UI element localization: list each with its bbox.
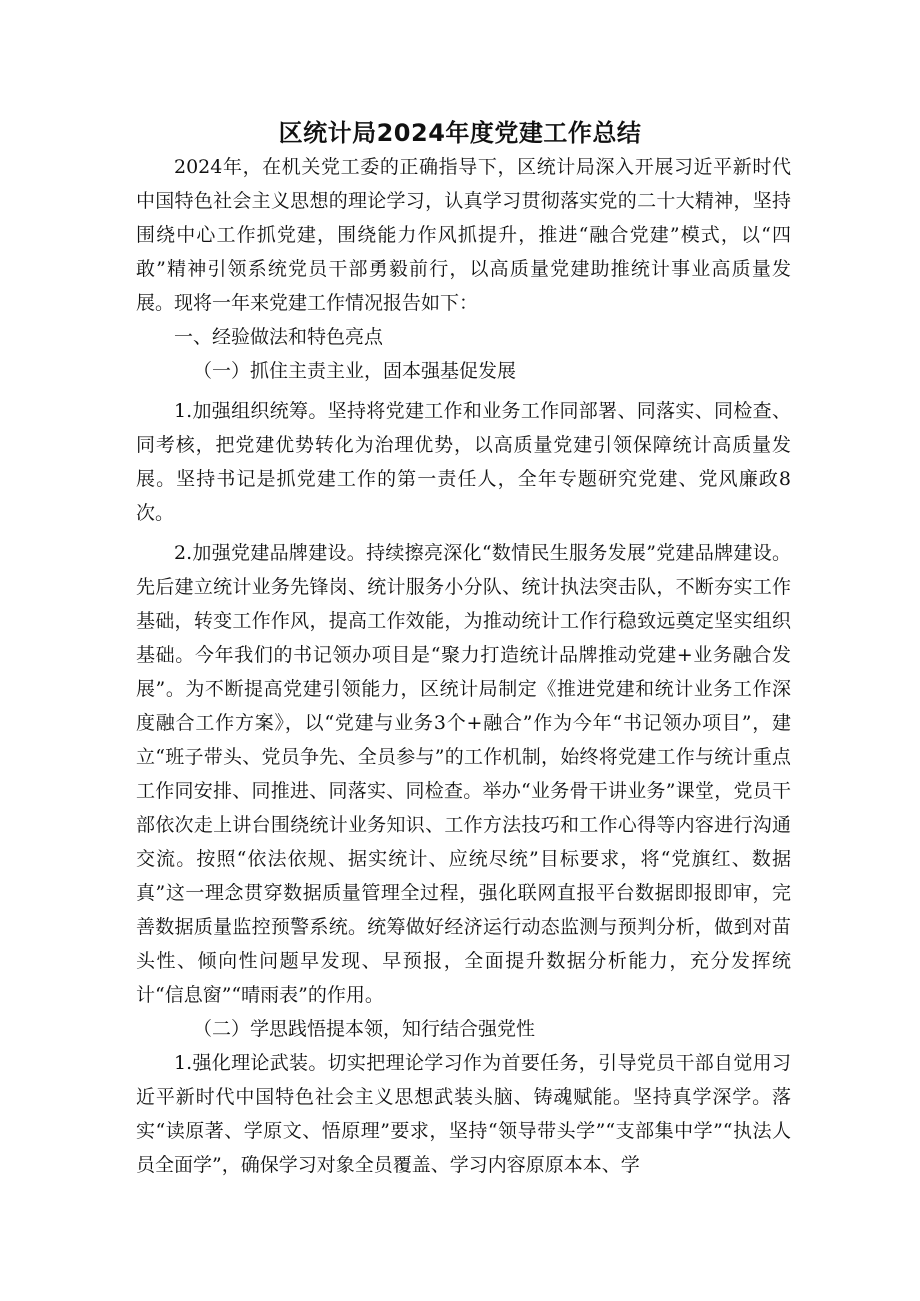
intro-paragraph: 2024年，在机关党工委的正确指导下，区统计局深入开展习近平新时代中国特色社会主义思想的理论学习，认真学习贯彻落实党的二十大精神，坚持围绕中心工作抓党建，围绕能力作风抓提升，推进“融合党建”模式，以“四敢”精神引领系统党员干部勇毅前行，以高质量党建助推统计事业高质量发展。现将一年来党建工作情况报告如下：: [136, 156, 791, 314]
section-heading-1: 一、经验做法和特色亮点: [174, 326, 384, 348]
subsection-heading-1: （一）抓住主责主业，固本强基促发展: [193, 360, 517, 382]
document-title: 区统计局2024年度党建工作总结: [278, 119, 642, 147]
subsection-heading-2: （二）学思践悟提本领，知行结合强党性: [193, 1018, 536, 1040]
document-body: [136, 150, 791, 1182]
item-paragraph-2-1: 1.强化理论武装。切实把理论学习作为首要任务，引导党员干部自觉用习近平新时代中国特色社会主义思想武装头脑、铸魂赋能。坚持真学深学。落实“读原著、学原文、悟原理”要求，坚持“领导带头学”“支部集中学”“执法人员全面学”，确保学习对象全员覆盖、学习内容原原本本、学: [136, 1052, 791, 1176]
item-paragraph-1-2: 2.加强党建品牌建设。持续擦亮深化“数情民生服务发展”党建品牌建设。先后建立统计业务先锋岗、统计服务小分队、统计执法突击队，不断夯实工作基础，转变工作作风，提高工作效能，为推动统计工作行稳致远奠定坚实组织基础。今年我们的书记领办项目是“聚力打造统计品牌推动党建+业务融合发展”。为不断提高党建引领能力，区统计局制定《推进党建和统计业务工作深度融合工作方案》，以“党建与业务3个+融合”作为今年“书记领办项目”，建立“班子带头、党员争先、全员参与”的工作机制，始终将党建工作与统计重点工作同安排、同推进、同落实、同检查。举办“业务骨干讲业务”课堂，党员干部依次走上讲台围绕统计业务知识、工作方法技巧和工作心得等内容进行沟通交流。按照“依法依规、据实统计、应统尽统”目标要求，将“党旗红、数据真”这一理念贯穿数据质量管理全过程，强化联网直报平台数据即报即审，完善数据质量监控预警系统。统筹做好经济运行动态监测与预判分析，做到对苗头性、倾向性问题早发现、早预报，全面提升数据分析能力，充分发挥统计“信息窗”“晴雨表”的作用。: [136, 542, 791, 1006]
item-paragraph-1-1: 1.加强组织统筹。坚持将党建工作和业务工作同部署、同落实、同检查、同考核，把党建优势转化为治理优势，以高质量党建引领保障统计高质量发展。坚持书记是抓党建工作的第一责任人，全年专题研究党建、党风廉政8次。: [136, 400, 791, 524]
